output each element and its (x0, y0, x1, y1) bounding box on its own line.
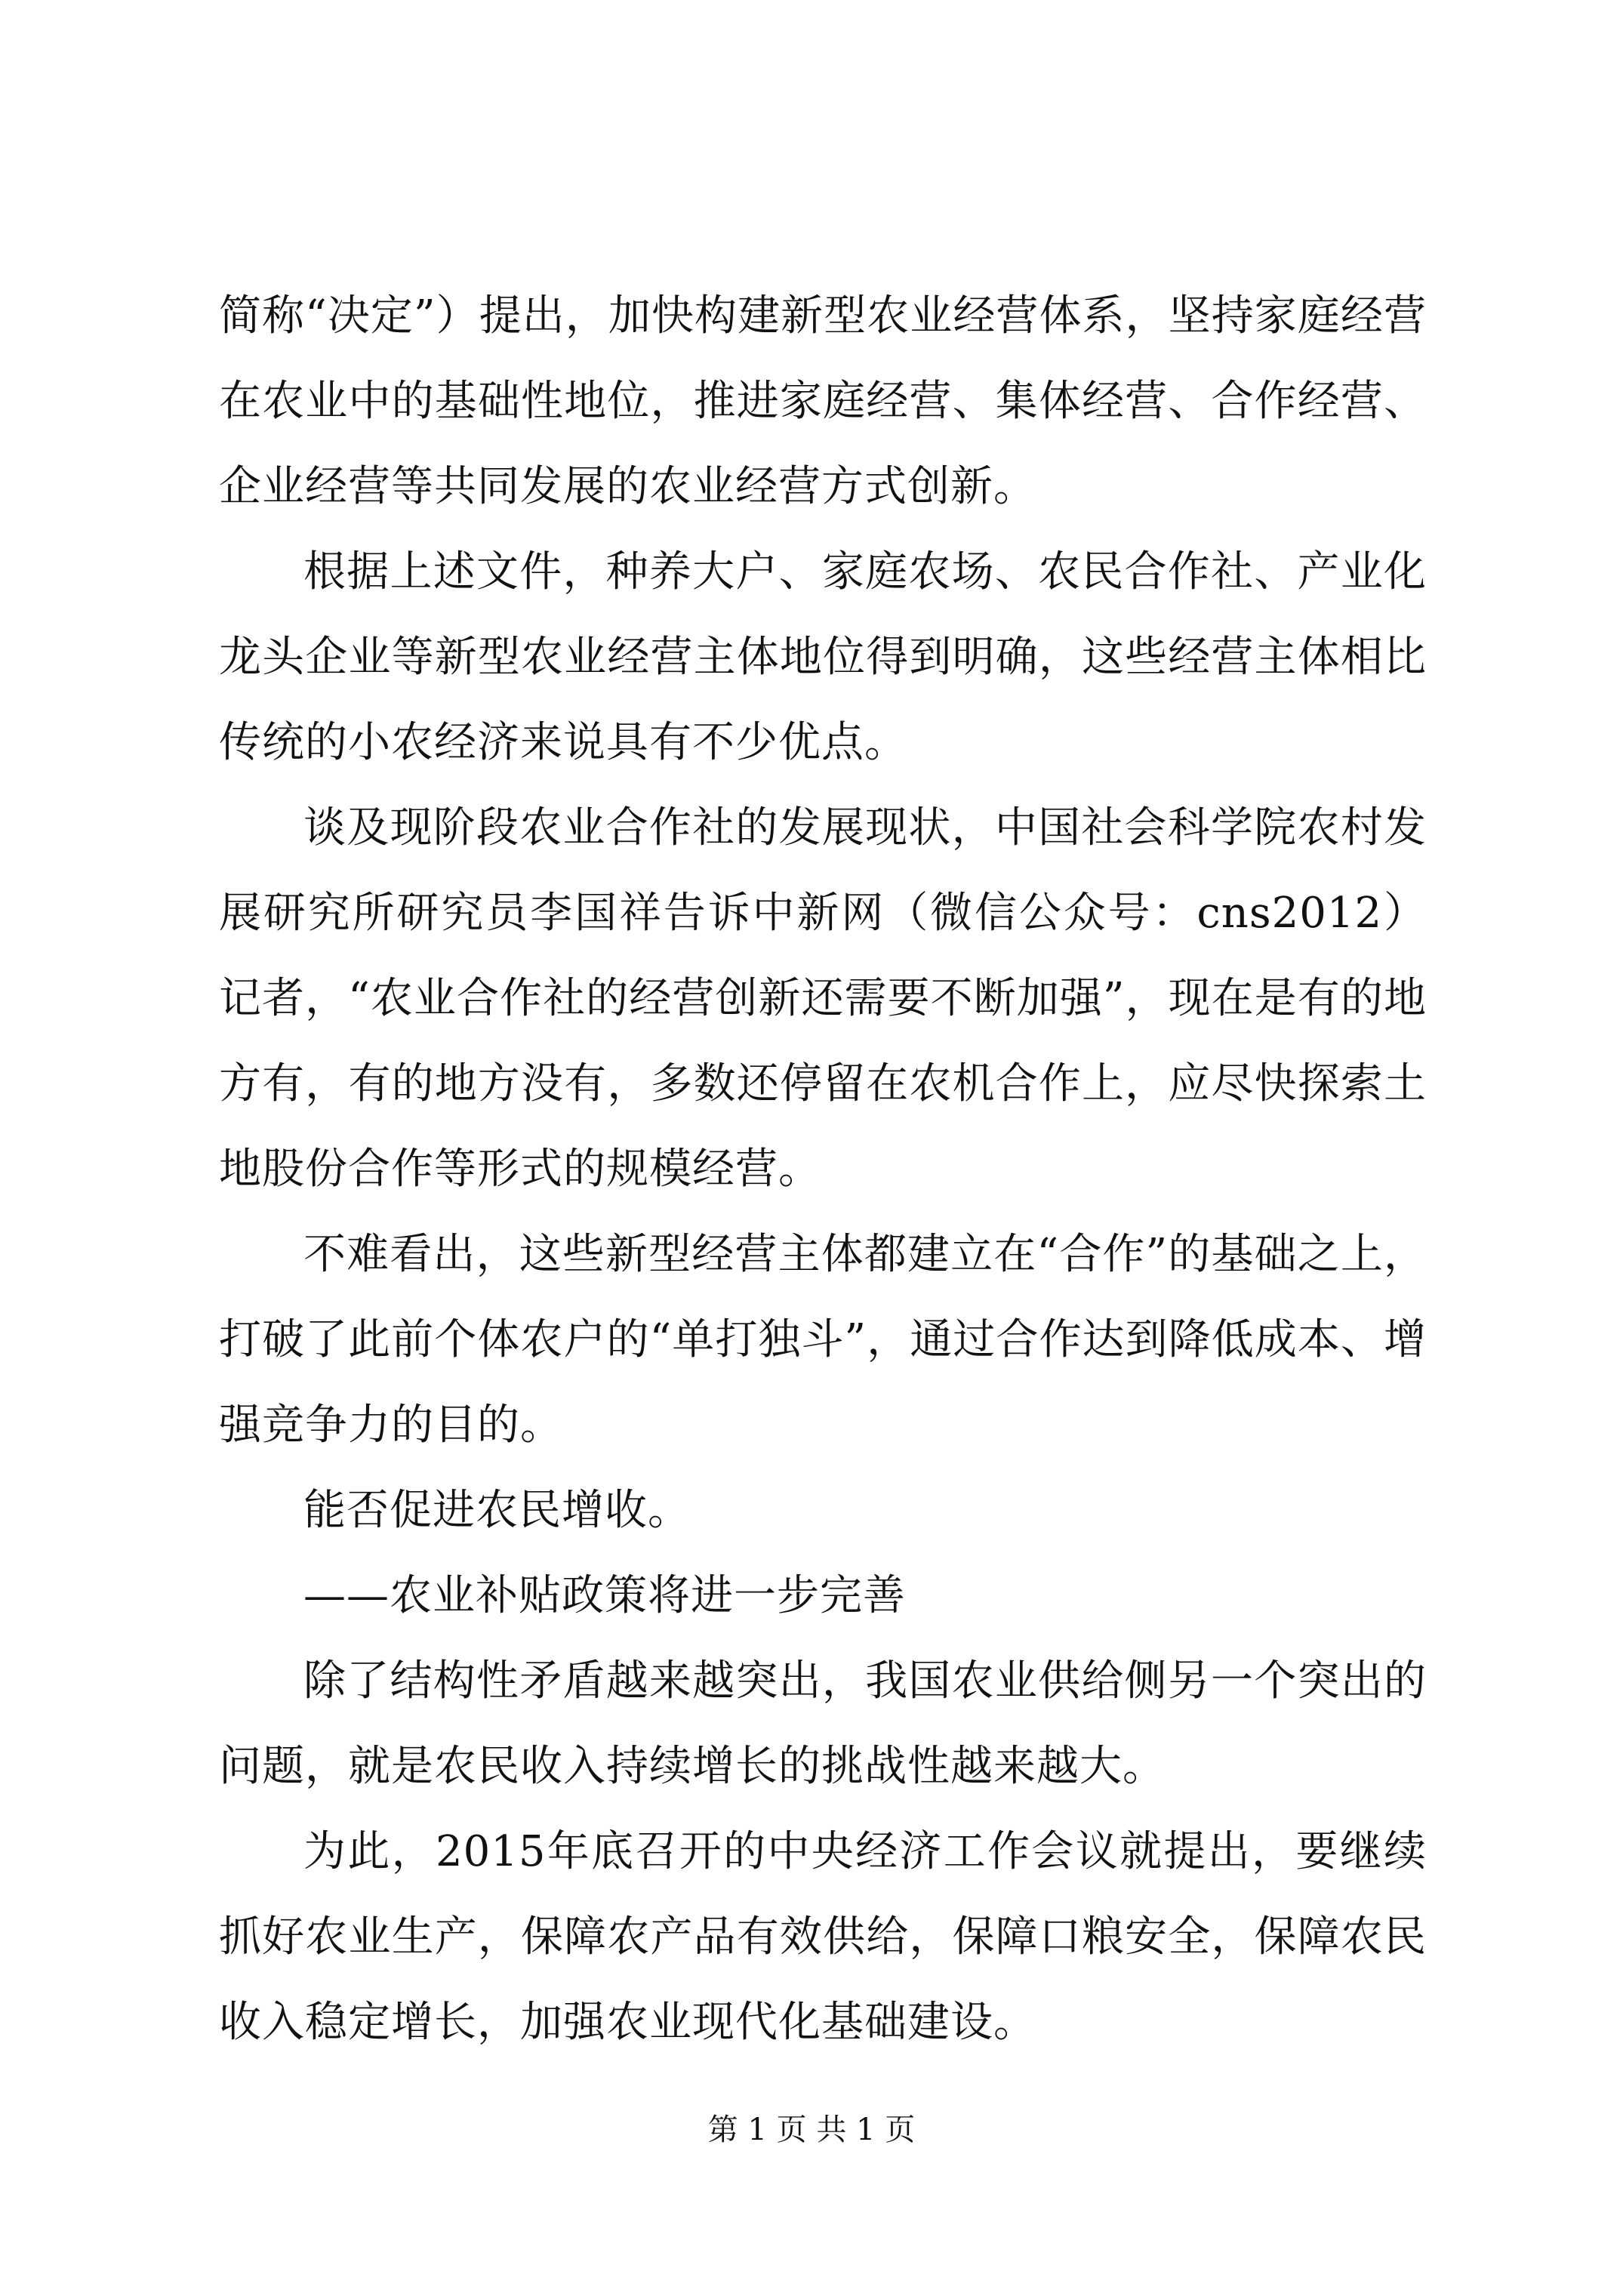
paragraph-continued: 简称“决定”）提出，加快构建新型农业经营体系，坚持家庭经营在农业中的基础性地位，推进家庭经营、集体经营、合作经营、企业经营等共同发展的农业经营方式创新。 (219, 291, 1427, 511)
document-body (219, 273, 1427, 2065)
paragraph: 谈及现阶段农业合作社的发展现状，中国社会科学院农村发展研究所研究员李国祥告诉中新网（微信公众号：cns2012）记者，“农业合作社的经营创新还需要不断加强”，现在是有的地方有，有的地方没有，多数还停留在农机合作上，应尽快探索土地股份合作等形式的规模经营。 (219, 803, 1427, 1194)
paragraph: 不难看出，这些新型经营主体都建立在“合作”的基础之上，打破了此前个体农户的“单打独斗”，通过合作达到降低成本、增强竞争力的目的。 (219, 1230, 1427, 1450)
paragraph: 根据上述文件，种养大户、家庭农场、农民合作社、产业化龙头企业等新型农业经营主体地位得到明确，这些经营主体相比传统的小农经济来说具有不少优点。 (219, 547, 1427, 767)
section-subheading: ——农业补贴政策将进一步完善 (303, 1571, 906, 1620)
paragraph: 除了结构性矛盾越来越突出，我国农业供给侧另一个突出的问题，就是农民收入持续增长的挑战性越来越大。 (219, 1657, 1427, 1791)
paragraph: 为此，2015年底召开的中央经济工作会议就提出，要继续抓好农业生产，保障农产品有效供给，保障口粮安全，保障农民收入稳定增长，加强农业现代化基础建设。 (219, 1827, 1427, 2047)
page-number-footer: 第 1 页 共 1 页 (707, 2113, 916, 2147)
paragraph: 能否促进农民增收。 (303, 1486, 691, 1535)
